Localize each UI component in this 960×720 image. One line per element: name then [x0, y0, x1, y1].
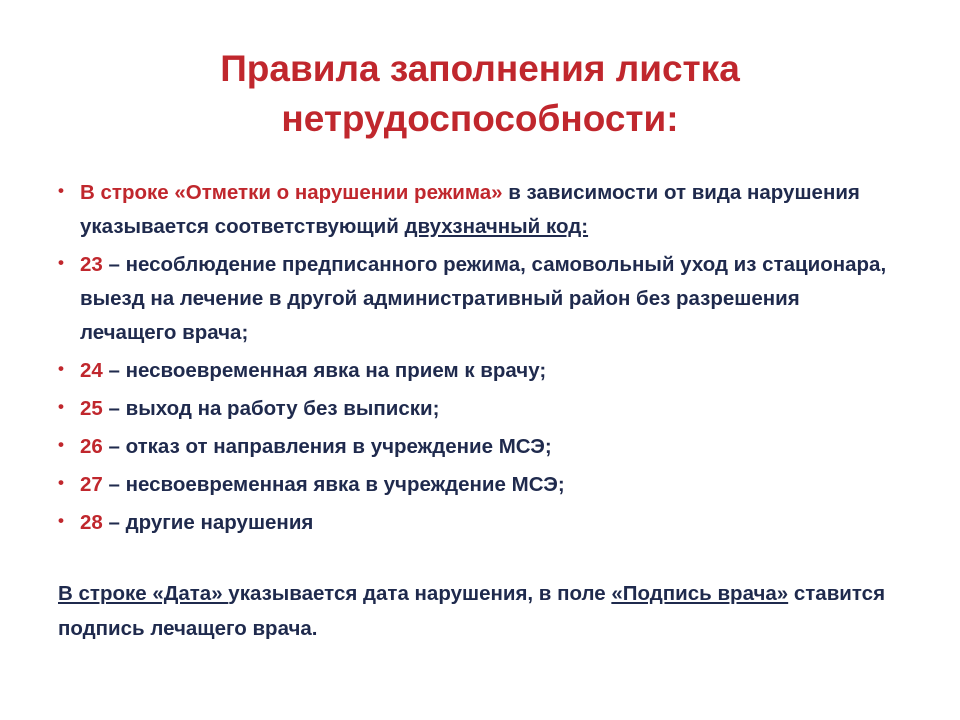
code-description: – другие нарушения — [102, 511, 314, 534]
intro-field-name: В строке «Отметки о нарушении режима» — [80, 181, 503, 204]
bullet-code-25 — [58, 392, 888, 426]
bullet-dot-icon: • — [58, 181, 64, 200]
rules-list — [58, 176, 888, 544]
code-number: 23 — [80, 253, 103, 276]
code-number: 24 — [80, 359, 103, 382]
bullet-dot-icon: • — [58, 397, 64, 416]
bullet-dot-icon: • — [58, 253, 64, 272]
code-number: 28 — [80, 511, 103, 534]
footer-text-end: ставится подпись лечащего врача. — [58, 582, 886, 640]
bullet-dot-icon: • — [58, 435, 64, 454]
bullet-code-27 — [58, 468, 888, 502]
footer-signature-field: «Подпись врача» — [611, 582, 789, 605]
footer-date-field: В строке «Дата» — [58, 582, 229, 605]
title-line-2: нетрудоспособности: — [281, 98, 679, 139]
bullet-dot-icon: • — [58, 359, 64, 378]
code-description: – несвоевременная явка в учреждение МСЭ; — [102, 473, 565, 496]
code-description: – выход на работу без выписки; — [102, 397, 440, 420]
bullet-intro — [58, 176, 888, 244]
bullet-code-28 — [58, 506, 888, 540]
code-number: 27 — [80, 473, 103, 496]
code-number: 25 — [80, 397, 103, 420]
intro-code-underlined: двухзначный код: — [404, 215, 589, 238]
intro-text: в зависимости от вида нарушения указывается соответствующий — [80, 181, 860, 238]
code-number: 26 — [80, 435, 103, 458]
code-description: – несоблюдение предписанного режима, самовольный уход из стационара, выезд на лечение в другой административный район без разрешения лечащего врача; — [80, 253, 887, 344]
title-line-1: Правила заполнения листка — [220, 48, 740, 89]
bullet-code-26 — [58, 430, 888, 464]
slide-title — [60, 44, 900, 144]
code-description: – отказ от направления в учреждение МСЭ; — [102, 435, 552, 458]
bullet-code-24 — [58, 354, 888, 388]
bullet-code-23 — [58, 248, 888, 350]
footer-paragraph — [58, 576, 898, 646]
code-description: – несвоевременная явка на прием к врачу; — [102, 359, 547, 382]
bullet-dot-icon: • — [58, 511, 64, 530]
bullet-dot-icon: • — [58, 473, 64, 492]
footer-text: указывается дата нарушения, в поле — [228, 582, 612, 605]
